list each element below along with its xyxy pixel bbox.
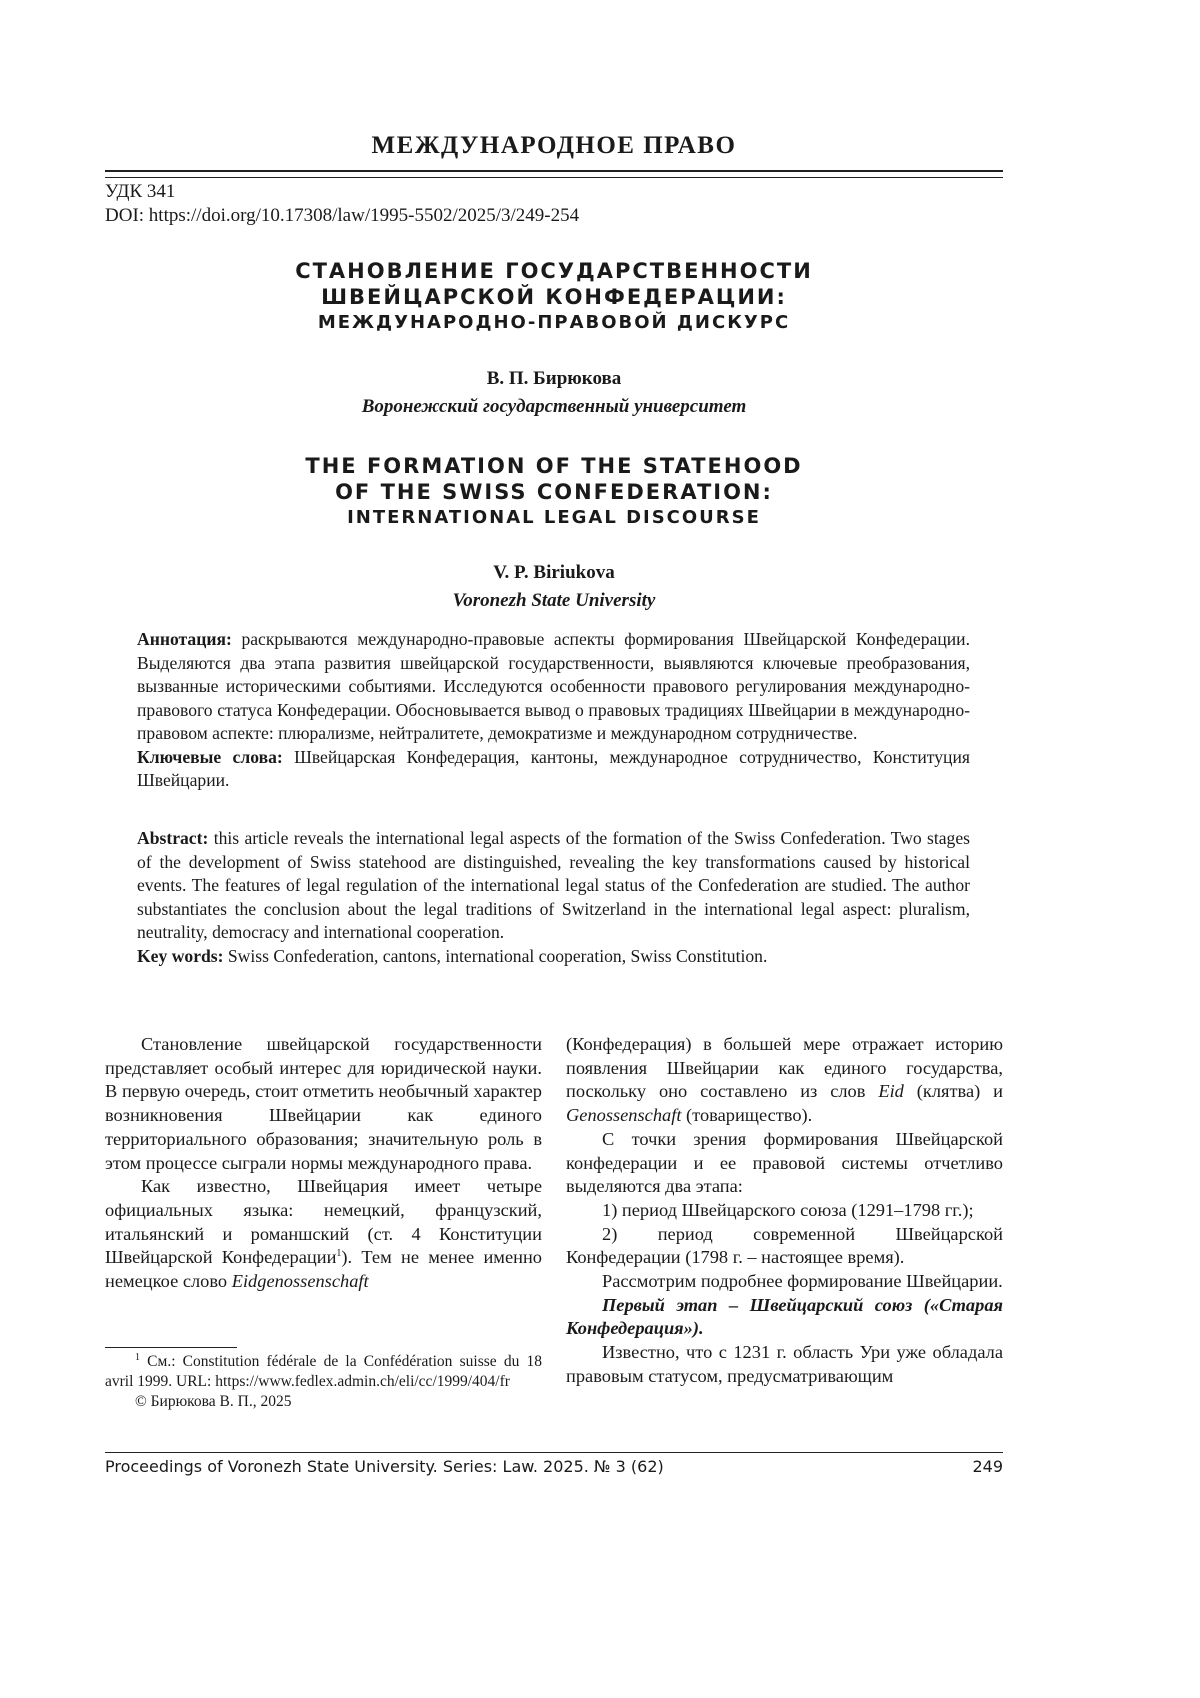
paragraph bbox=[566, 1033, 1003, 1128]
body-column-right bbox=[566, 1033, 1003, 1389]
abstract-label: Abstract: bbox=[137, 828, 208, 848]
ru-title-line: ШВЕЙЦАРСКОЙ КОНФЕДЕРАЦИИ: bbox=[105, 284, 1003, 310]
en-title bbox=[105, 453, 1003, 531]
subheading: Первый этап – Швейцарский союз («Старая Конфедерация»). bbox=[566, 1294, 1003, 1341]
paragraph: 1) период Швейцарского союза (1291–1798 гг.); bbox=[566, 1199, 1003, 1223]
ru-title bbox=[105, 258, 1003, 336]
en-author: V. P. Biriukova bbox=[105, 562, 1003, 584]
text: (клятва) и bbox=[904, 1081, 1003, 1101]
paragraph: С точки зрения формирования Швейцарской конфедерации и ее правовой системы отчетливо выделяются два этапа: bbox=[566, 1128, 1003, 1199]
paragraph: Известно, что с 1231 г. область Ури уже обладала правовым статусом, предусматривающим bbox=[566, 1341, 1003, 1388]
ru-author: В. П. Бирюкова bbox=[105, 368, 1003, 390]
emphasis: Genossenschaft bbox=[566, 1105, 681, 1125]
ru-affiliation: Воронежский государственный университет bbox=[105, 396, 1003, 418]
doi-link[interactable]: DOI: https://doi.org/10.17308/law/1995-5502/2025/3/249-254 bbox=[105, 204, 579, 228]
keywords-label: Key words: bbox=[137, 946, 224, 966]
page-footer bbox=[105, 1457, 1003, 1476]
abstract-en bbox=[137, 827, 970, 968]
abstract-text: раскрываются международно-правовые аспекты формирования Швейцарской Конфедерации. Выделяются два этапа развития швейцарской государственности, выявляются ключевые преобразования, вызванные историческими событиями. Исследуются особенности правового регулирования международно-правового статуса Конфедерации. Обосновывается вывод о правовых традициях Швейцарии в международно-правовом аспекте: плюрализме, нейтралитете, демократизме и международном сотрудничестве. bbox=[137, 629, 970, 743]
abstract-text: this article reveals the international legal aspects of the formation of the Swiss Confederation. Two stages of the development of Swiss statehood are distinguished, revealing the key transformations caused by historical events. The features of legal regulation of the international legal status of the Confederation are studied. The author substantiates the conclusion about the legal traditions of Switzerland in the international legal aspect: pluralism, neutrality, democracy and international cooperation. bbox=[137, 828, 970, 942]
en-affiliation: Voronezh State University bbox=[105, 590, 1003, 612]
paragraph bbox=[105, 1175, 542, 1294]
text: Как известно, Швейцария имеет четыре официальных языка: немецкий, французский, итальянский и романшский (ст. 4 Конституции Швейцарской Конфедерации bbox=[105, 1176, 542, 1267]
body-column-left bbox=[105, 1033, 542, 1294]
header-divider bbox=[105, 170, 1003, 178]
abstract-label: Аннотация: bbox=[137, 629, 232, 649]
keywords-text: Swiss Confederation, cantons, international cooperation, Swiss Constitution. bbox=[224, 946, 768, 966]
emphasis: Eidgenossenschaft bbox=[232, 1271, 369, 1291]
ru-title-line: МЕЖДУНАРОДНО-ПРАВОВОЙ ДИСКУРС bbox=[105, 310, 1003, 336]
journal-section-heading: МЕЖДУНАРОДНОЕ ПРАВО bbox=[105, 132, 1003, 160]
footer-divider bbox=[105, 1452, 1003, 1453]
paragraph: 2) период современной Швейцарской Конфедерации (1798 г. – настоящее время). bbox=[566, 1223, 1003, 1270]
en-title-line: INTERNATIONAL LEGAL DISCOURSE bbox=[105, 505, 1003, 531]
en-title-line: THE FORMATION OF THE STATEHOOD bbox=[105, 453, 1003, 479]
copyright: © Бирюкова В. П., 2025 bbox=[105, 1392, 542, 1412]
keywords-text: Швейцарская Конфедерация, кантоны, международное сотрудничество, Конституция Швейцарии. bbox=[137, 747, 970, 791]
paragraph: Рассмотрим подробнее формирование Швейцарии. bbox=[566, 1270, 1003, 1294]
footnote bbox=[105, 1352, 542, 1412]
paragraph: Становление швейцарской государственности представляет особый интерес для юридической науки. В первую очередь, стоит отметить необычный характер возникновения Швейцарии как единого территориального образования; значительную роль в этом процессе сыграли нормы международного права. bbox=[105, 1033, 542, 1175]
footnote-divider bbox=[105, 1347, 237, 1348]
emphasis: Eid bbox=[878, 1081, 904, 1101]
keywords-label: Ключевые слова: bbox=[137, 747, 283, 767]
journal-name: Proceedings of Voronezh State University. Series: Law. 2025. № 3 (62) bbox=[105, 1457, 664, 1476]
footnote-ref[interactable]: 1 bbox=[336, 1248, 341, 1259]
footnote-mark: 1 bbox=[135, 1352, 140, 1363]
udk-code: УДК 341 bbox=[105, 180, 579, 204]
page-number: 249 bbox=[972, 1457, 1003, 1476]
text: (Конфедерация) в большей мере отражает историю появления Швейцарии как единого государства, поскольку оно составлено из слов bbox=[566, 1034, 1003, 1101]
text: (товарищество). bbox=[681, 1105, 812, 1125]
text: ). Тем не менее именно немецкое слово bbox=[105, 1247, 542, 1291]
article-meta bbox=[105, 180, 579, 228]
abstract-ru bbox=[137, 628, 970, 793]
ru-title-line: СТАНОВЛЕНИЕ ГОСУДАРСТВЕННОСТИ bbox=[105, 258, 1003, 284]
en-title-line: OF THE SWISS CONFEDERATION: bbox=[105, 479, 1003, 505]
footnote-text: См.: Constitution fédérale de la Confédération suisse du 18 avril 1999. URL: https://www.fedlex.admin.ch/eli/cc/1999/404/fr bbox=[105, 1353, 542, 1390]
